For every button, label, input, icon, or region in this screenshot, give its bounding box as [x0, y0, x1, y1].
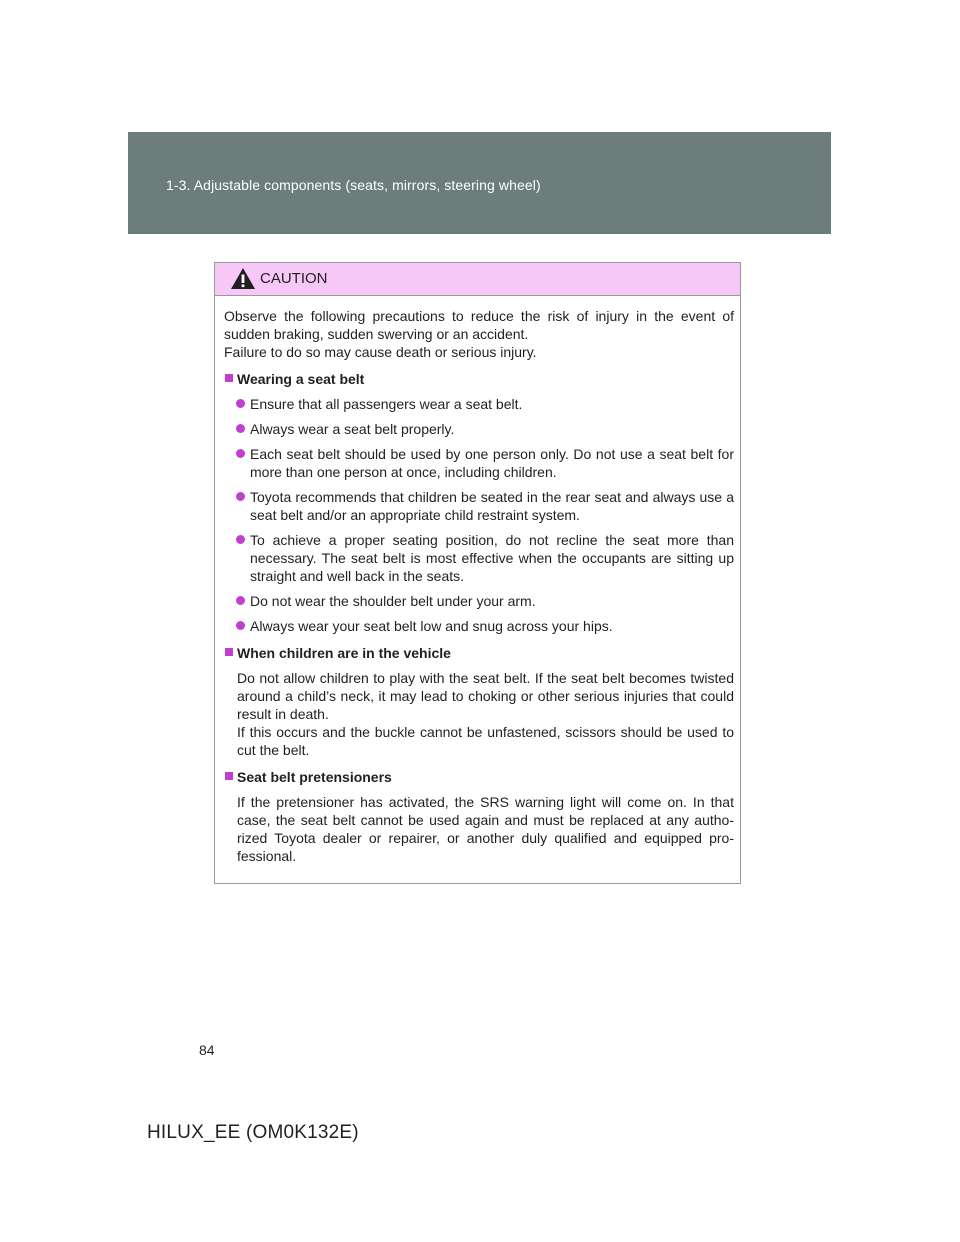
section-wearing-seat-belt — [224, 370, 734, 635]
section-heading-text: Wearing a seat belt — [237, 371, 365, 387]
dot-bullet-icon — [236, 621, 245, 630]
list-item — [224, 445, 734, 481]
dot-bullet-icon — [236, 449, 245, 458]
manual-code: HILUX_EE (OM0K132E) — [147, 1122, 359, 1143]
square-bullet-icon — [225, 648, 233, 656]
intro-line: Observe the following precautions to reduce the risk of injury in the event of sudden braking, sudden swerving or an accident. — [224, 308, 734, 342]
list-item — [224, 617, 734, 635]
dot-bullet-icon — [236, 535, 245, 544]
section-pretensioners — [224, 768, 734, 865]
section-children-in-vehicle — [224, 644, 734, 759]
page-number: 84 — [199, 1042, 215, 1058]
square-bullet-icon — [225, 374, 233, 382]
section-heading — [224, 644, 734, 662]
dot-bullet-icon — [236, 399, 245, 408]
list-item-text: Ensure that all passengers wear a seat belt. — [250, 396, 523, 412]
dot-bullet-icon — [236, 492, 245, 501]
list-item-text: Do not wear the shoulder belt under your arm. — [250, 593, 536, 609]
list-item — [224, 488, 734, 524]
square-bullet-icon — [225, 772, 233, 780]
caution-body — [215, 296, 740, 865]
caution-title: CAUTION — [260, 270, 328, 287]
section-heading — [224, 768, 734, 786]
section-title: 1-3. Adjustable components (seats, mirrors, steering wheel) — [166, 177, 541, 193]
paragraph-line: Do not allow children to play with the seat belt. If the seat belt becomes twisted around a child’s neck, it may lead to choking or other serious injuries that could result in death. — [237, 670, 734, 722]
dot-bullet-icon — [236, 596, 245, 605]
intro-line: Failure to do so may cause death or serious injury. — [224, 344, 537, 360]
dot-bullet-icon — [236, 424, 245, 433]
list-item-text: Always wear your seat belt low and snug across your hips. — [250, 618, 613, 634]
caution-header — [215, 263, 740, 296]
list-item — [224, 531, 734, 585]
paragraph-line: If this occurs and the buckle cannot be unfastened, scissors should be used to cut the belt. — [237, 724, 734, 758]
section-paragraph — [237, 793, 734, 865]
caution-box — [214, 262, 741, 884]
section-heading-text: When children are in the vehicle — [237, 645, 451, 661]
bullet-list — [224, 395, 734, 635]
section-heading — [224, 370, 734, 388]
list-item-text: To achieve a proper seating position, do not recline the seat more than necessary. The seat belt is most effective when the occupants are sitting up straight and well back in the seats. — [250, 532, 734, 584]
section-heading-text: Seat belt pretensioners — [237, 769, 392, 785]
list-item-text: Each seat belt should be used by one person only. Do not use a seat belt for more than one person at once, including children. — [250, 446, 734, 480]
list-item — [224, 592, 734, 610]
warning-triangle-icon — [230, 267, 256, 290]
list-item-text: Toyota recommends that children be seated in the rear seat and always use a seat belt and/or an appropriate child restraint system. — [250, 489, 734, 523]
list-item — [224, 420, 734, 438]
list-item — [224, 395, 734, 413]
caution-intro — [224, 307, 734, 361]
section-paragraph — [237, 669, 734, 759]
list-item-text: Always wear a seat belt properly. — [250, 421, 455, 437]
paragraph-line: If the pretensioner has activated, the SRS warning light will come on. In that case, the seat belt cannot be used again and must be replaced at any autho-rized Toyota dealer or repairer, or another duly qualified and equipped pro-fessional. — [237, 794, 734, 864]
header-band — [128, 132, 831, 234]
